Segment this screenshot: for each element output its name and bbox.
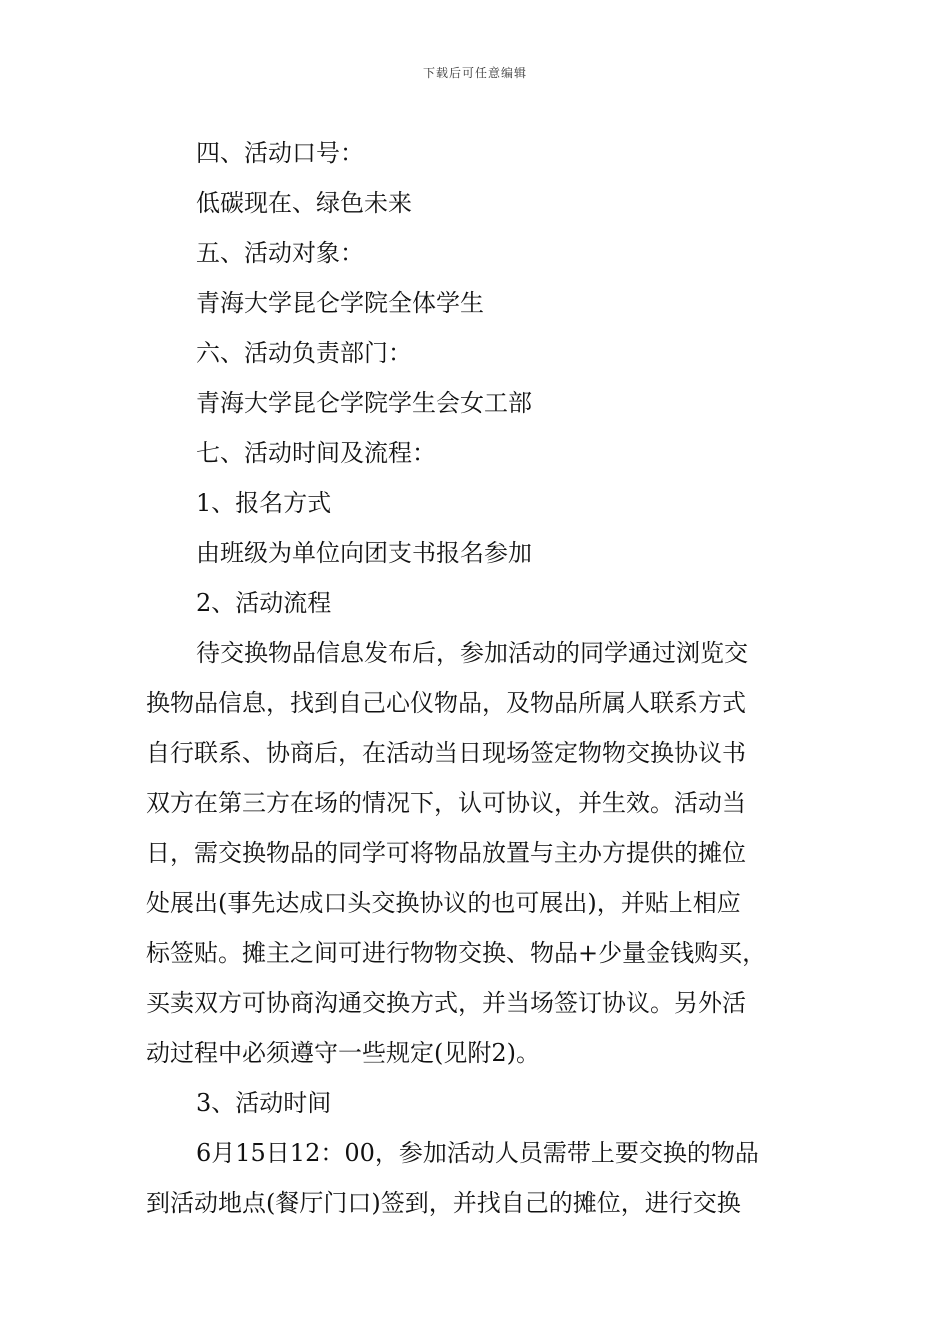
text-line: 待交换物品信息发布后，参加活动的同学通过浏览交 [196, 639, 748, 667]
text-line: 6月15日12：00，参加活动人员需带上要交换的物品 [196, 1139, 759, 1167]
text-line: 六、活动负责部门： [196, 339, 412, 367]
text-line: 青海大学昆仑学院全体学生 [196, 289, 484, 317]
text-line: 换物品信息，找到自己心仪物品，及物品所属人联系方式 [146, 689, 746, 717]
text-line: 处展出(事先达成口头交换协议的也可展出)，并贴上相应 [146, 889, 741, 917]
text-line: 2、活动流程 [196, 589, 332, 617]
text-line: 四、活动口号： [196, 139, 364, 167]
document-body [146, 128, 806, 1228]
text-line: 青海大学昆仑学院学生会女工部 [196, 389, 532, 417]
text-line: 买卖双方可协商沟通交换方式，并当场签订协议。另外活 [146, 989, 746, 1017]
text-line: 自行联系、协商后，在活动当日现场签定物物交换协议书 [146, 739, 746, 767]
text-line: 由班级为单位向团支书报名参加 [196, 539, 532, 567]
text-line: 到活动地点(餐厅门口)签到，并找自己的摊位，进行交换 [146, 1189, 741, 1217]
text-line: 标签贴。摊主之间可进行物物交换、物品+少量金钱购买， [146, 939, 767, 967]
text-line: 五、活动对象： [196, 239, 364, 267]
text-line: 低碳现在、绿色未来 [196, 189, 412, 217]
text-line: 3、活动时间 [196, 1089, 332, 1117]
text-line: 七、活动时间及流程： [196, 439, 436, 467]
page-header: 下载后可任意编辑 [422, 66, 527, 80]
text-line: 双方在第三方在场的情况下，认可协议，并生效。活动当 [146, 789, 746, 817]
text-line: 日，需交换物品的同学可将物品放置与主办方提供的摊位 [146, 839, 746, 867]
text-line: 1、报名方式 [196, 489, 332, 517]
text-line: 动过程中必须遵守一些规定(见附2)。 [146, 1039, 540, 1067]
